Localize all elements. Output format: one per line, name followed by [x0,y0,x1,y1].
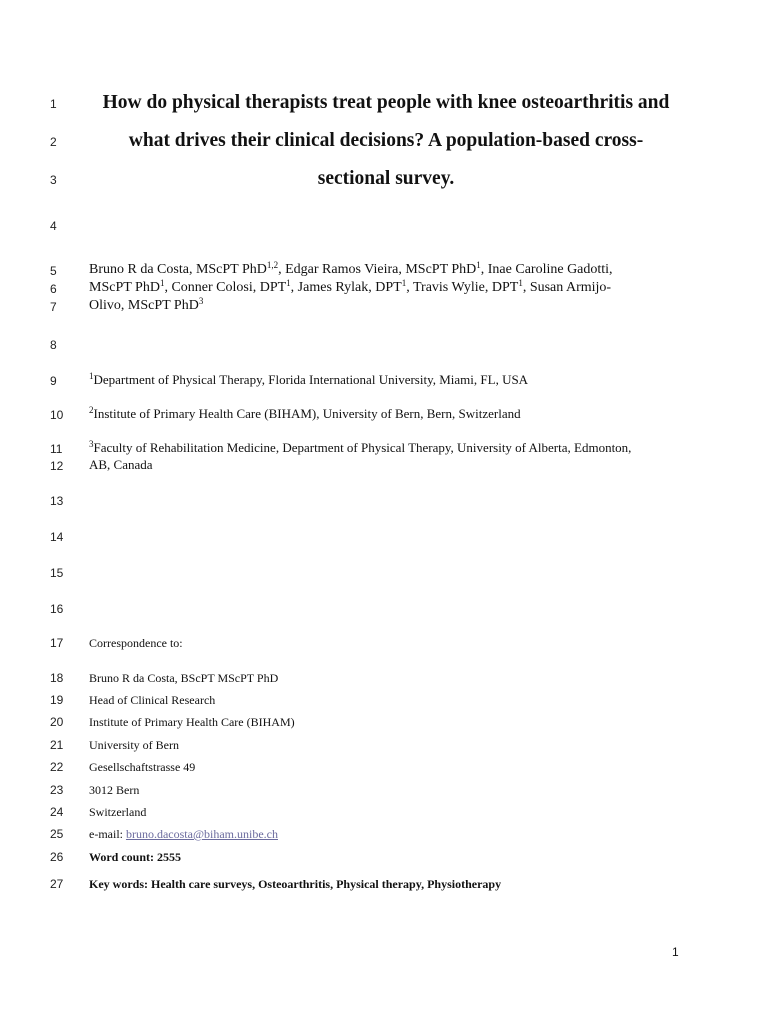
line-number: 25 [50,827,64,841]
affiliation-marker: 1 [518,278,523,288]
author-line-2 [89,280,611,296]
affiliation-3 [89,440,631,456]
line-number: 8 [50,338,57,352]
author-name: , Inae Caroline Gadotti, [480,262,613,277]
line-number: 3 [50,173,57,187]
line-number: 22 [50,760,64,774]
affiliation-text: Faculty of Rehabilitation Medicine, Department of Physical Therapy, University of Alberta, Edmonton, [93,440,632,455]
line-number: 2 [50,135,57,149]
affiliation-marker: 1 [476,260,481,270]
line-number: 20 [50,715,64,729]
line-number: 13 [50,494,64,508]
author-line-3 [89,298,203,314]
affiliation-marker: 3 [89,439,94,449]
author-line-1 [89,262,613,278]
word-count: Word count: 2555 [89,850,182,864]
correspondence-heading: Correspondence to: [89,636,183,650]
line-number: 19 [50,693,64,707]
affiliation-marker: 2 [89,405,94,415]
author-name: , Conner Colosi, DPT [164,280,287,295]
keywords: Key words: Health care surveys, Osteoarthritis, Physical therapy, Physiotherapy [89,877,502,891]
correspondence-email-line [89,827,278,842]
affiliation-marker: 1 [401,278,407,288]
correspondence-street: Gesellschaftstrasse 49 [89,760,196,774]
author-name: MScPT PhD [89,280,160,295]
correspondence-city: 3012 Bern [89,783,140,797]
line-number: 17 [50,636,64,650]
line-number: 21 [50,738,64,752]
line-number: 1 [50,97,57,111]
paper-title-line-1: How do physical therapists treat people with knee osteoarthritis and [102,92,670,113]
correspondence-institute: Institute of Primary Health Care (BIHAM) [89,715,295,729]
author-name: Olivo, MScPT PhD [89,298,199,313]
paper-title-line-2: what drives their clinical decisions? A population-based cross- [128,130,644,151]
author-name: Bruno R da Costa, MScPT PhD [89,262,267,277]
affiliation-3-cont: AB, Canada [89,457,153,472]
correspondence-university: University of Bern [89,738,179,752]
line-number: 6 [50,282,57,296]
line-number: 9 [50,374,57,388]
line-number: 12 [50,459,64,473]
author-name: , Travis Wylie, DPT [406,280,519,295]
line-number: 14 [50,530,64,544]
line-number: 15 [50,566,64,580]
line-number: 11 [50,442,63,456]
line-number: 10 [50,408,64,422]
affiliation-text: Department of Physical Therapy, Florida International University, Miami, FL, USA [93,372,529,387]
affiliation-marker: 1 [89,371,94,381]
line-number: 27 [50,877,64,891]
affiliation-marker: 1 [286,278,291,288]
email-label: e-mail: [89,827,126,841]
page-number: 1 [672,945,679,959]
affiliation-marker: 1,2 [266,260,279,270]
affiliation-2 [89,406,521,422]
author-name: , James Rylak, DPT [290,280,402,295]
paper-title-line-3: sectional survey. [317,168,455,189]
line-number: 16 [50,602,64,616]
correspondence-name: Bruno R da Costa, BScPT MScPT PhD [89,671,279,685]
line-number: 23 [50,783,64,797]
affiliation-1 [89,372,528,388]
affiliation-marker: 1 [159,278,165,288]
author-name: , Edgar Ramos Vieira, MScPT PhD [278,262,477,277]
line-number: 5 [50,264,57,278]
affiliation-text: Institute of Primary Health Care (BIHAM), University of Bern, Bern, Switzerland [93,406,521,421]
line-number: 4 [50,219,57,233]
line-number: 7 [50,300,57,314]
line-number: 26 [50,850,64,864]
correspondence-country: Switzerland [89,805,147,819]
author-name: , Susan Armijo- [522,280,612,295]
line-number: 24 [50,805,64,819]
affiliation-marker: 3 [198,296,204,306]
correspondence-role: Head of Clinical Research [89,693,216,707]
line-number: 18 [50,671,64,685]
email-link[interactable]: bruno.dacosta@biham.unibe.ch [125,827,278,841]
